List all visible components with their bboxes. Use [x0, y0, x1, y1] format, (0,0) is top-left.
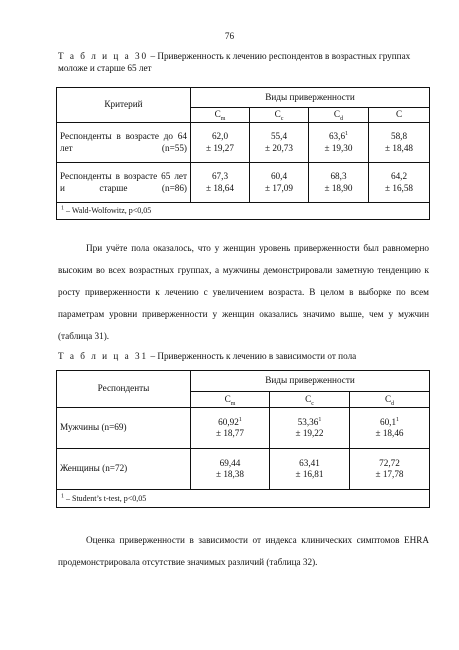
column-letter: C — [224, 393, 231, 404]
table-cell — [191, 449, 270, 490]
cell-mean: 55,4 — [270, 131, 288, 141]
table-cell — [270, 449, 350, 490]
page-number: 76 — [224, 31, 235, 41]
table-cell — [270, 408, 350, 449]
cell-footnote-mark: 1 — [318, 416, 322, 423]
table-cell — [250, 123, 309, 163]
table-31-caption — [58, 351, 438, 363]
column-letter: C — [305, 393, 312, 404]
table-cell — [309, 123, 369, 163]
table-30-header-group: Виды приверженности — [191, 88, 430, 108]
cell-mean: 63,41 — [299, 457, 320, 468]
table-30-column-header — [250, 108, 309, 123]
table-31-caption-text: – Приверженность к лечению в зависимости от пола — [148, 351, 357, 361]
table-cell — [191, 408, 270, 449]
column-letter: C — [214, 109, 221, 120]
table-30-caption-label: Т а б л и ц а 30 — [58, 51, 149, 61]
cell-mean: 53,36 — [297, 416, 319, 427]
cell-mean: 64,2 — [390, 171, 408, 181]
table-31-footnote — [57, 490, 430, 508]
cell-footnote-mark: 1 — [238, 416, 242, 423]
cell-sd: ± 17,09 — [264, 182, 293, 193]
table-cell — [309, 163, 369, 203]
cell-sd: ± 18,90 — [324, 182, 353, 193]
cell-mean: 63,6 — [328, 131, 346, 141]
table-cell — [191, 163, 250, 203]
cell-mean: 62,0 — [211, 131, 229, 141]
table-31-header-respondents: Респонденты — [57, 371, 191, 408]
table-30-column-header — [369, 108, 430, 123]
table-31-caption-label: Т а б л и ц а 31 — [58, 351, 149, 361]
table-cell — [369, 123, 430, 163]
table-31 — [56, 370, 430, 508]
table-31-header-group: Виды приверженности — [191, 371, 430, 392]
cell-mean: 60,4 — [270, 171, 288, 181]
footnote-mark: 1 — [61, 205, 64, 212]
table-cell — [250, 163, 309, 203]
table-30-caption — [58, 51, 438, 74]
cell-sd: ± 18,77 — [215, 428, 244, 438]
row-label: Респонденты в возрасте 65 лет и старше (n=86) — [57, 163, 191, 203]
cell-mean: 68,3 — [330, 171, 347, 181]
column-subscript: c — [280, 116, 284, 123]
column-letter: C — [395, 109, 403, 120]
table-30-caption-text: – Приверженность к лечению респондентов в возрастных группах моложе и старше 65 лет — [58, 51, 411, 73]
cell-sd: ± 18,46 — [375, 428, 404, 438]
column-subscript: d — [340, 116, 344, 123]
cell-footnote-mark: 1 — [396, 416, 400, 423]
cell-sd: ± 17,78 — [375, 469, 404, 479]
paragraph-gender-analysis: При учёте пола оказалось, что у женщин уровень приверженности был равномерно высоким во всех возрастных группах, а мужчины демонстрировали заметную тенденцию к росту приверженности к лечению с увеличением возраста. В целом в выборке по всем параметрам уровни приверженности у женщин оказались значимо выше, чем у мужчин (таблица 31). — [58, 243, 429, 341]
footnote-text: – Wald-Wolfowitz, p<0,05 — [64, 206, 152, 215]
cell-sd: ± 20,73 — [264, 142, 293, 153]
table-31-column-header — [191, 392, 270, 408]
cell-mean: 69,44 — [219, 457, 241, 468]
table-30-column-header — [191, 108, 250, 123]
cell-mean: 60,92 — [218, 416, 239, 427]
table-cell — [191, 123, 250, 163]
column-subscript: c — [311, 400, 314, 407]
column-letter: C — [274, 109, 281, 120]
column-letter: C — [333, 109, 341, 120]
table-30-footnote — [57, 203, 430, 220]
column-subscript: m — [220, 116, 226, 123]
footnote-text: – Student’s t-test, p<0,05 — [64, 493, 147, 503]
row-label: Респонденты в возрасте до 64 лет (n=55) — [57, 123, 191, 163]
table-cell — [369, 163, 430, 203]
column-subscript: d — [391, 400, 395, 407]
cell-mean: 67,3 — [211, 171, 229, 181]
cell-sd: ± 16,81 — [295, 469, 324, 479]
cell-mean: 60,1 — [379, 416, 397, 427]
cell-footnote-mark: 1 — [345, 130, 349, 137]
cell-sd: ± 19,30 — [324, 142, 353, 153]
table-30-column-header — [309, 108, 369, 123]
table-30-header-criterion: Критерий — [57, 88, 191, 123]
paragraph-ehra-analysis: Оценка приверженности в зависимости от индекса клинических симптомов EHRA продемонстрировала отсутствие значимых различий (таблица 32). — [58, 535, 429, 567]
column-subscript: m — [230, 400, 236, 407]
table-row — [57, 163, 430, 203]
row-label: Женщины (n=72) — [57, 449, 191, 490]
footnote-mark: 1 — [61, 492, 64, 499]
cell-sd: ± 16,58 — [385, 182, 414, 193]
table-cell — [350, 408, 430, 449]
cell-sd: ± 19,27 — [205, 142, 234, 153]
table-row — [57, 449, 430, 490]
table-31-column-header — [270, 392, 350, 408]
table-30 — [56, 87, 430, 220]
column-letter: C — [384, 393, 392, 404]
table-row — [57, 408, 430, 449]
row-label: Мужчины (n=69) — [57, 408, 191, 449]
table-row — [57, 123, 430, 163]
table-31-column-header — [350, 392, 430, 408]
cell-mean: 58,8 — [390, 131, 408, 141]
cell-sd: ± 18,48 — [385, 142, 414, 153]
cell-sd: ± 19,22 — [295, 428, 324, 438]
table-cell — [350, 449, 430, 490]
cell-sd: ± 18,38 — [215, 469, 244, 479]
cell-sd: ± 18,64 — [205, 182, 234, 193]
cell-mean: 72,72 — [379, 457, 400, 468]
